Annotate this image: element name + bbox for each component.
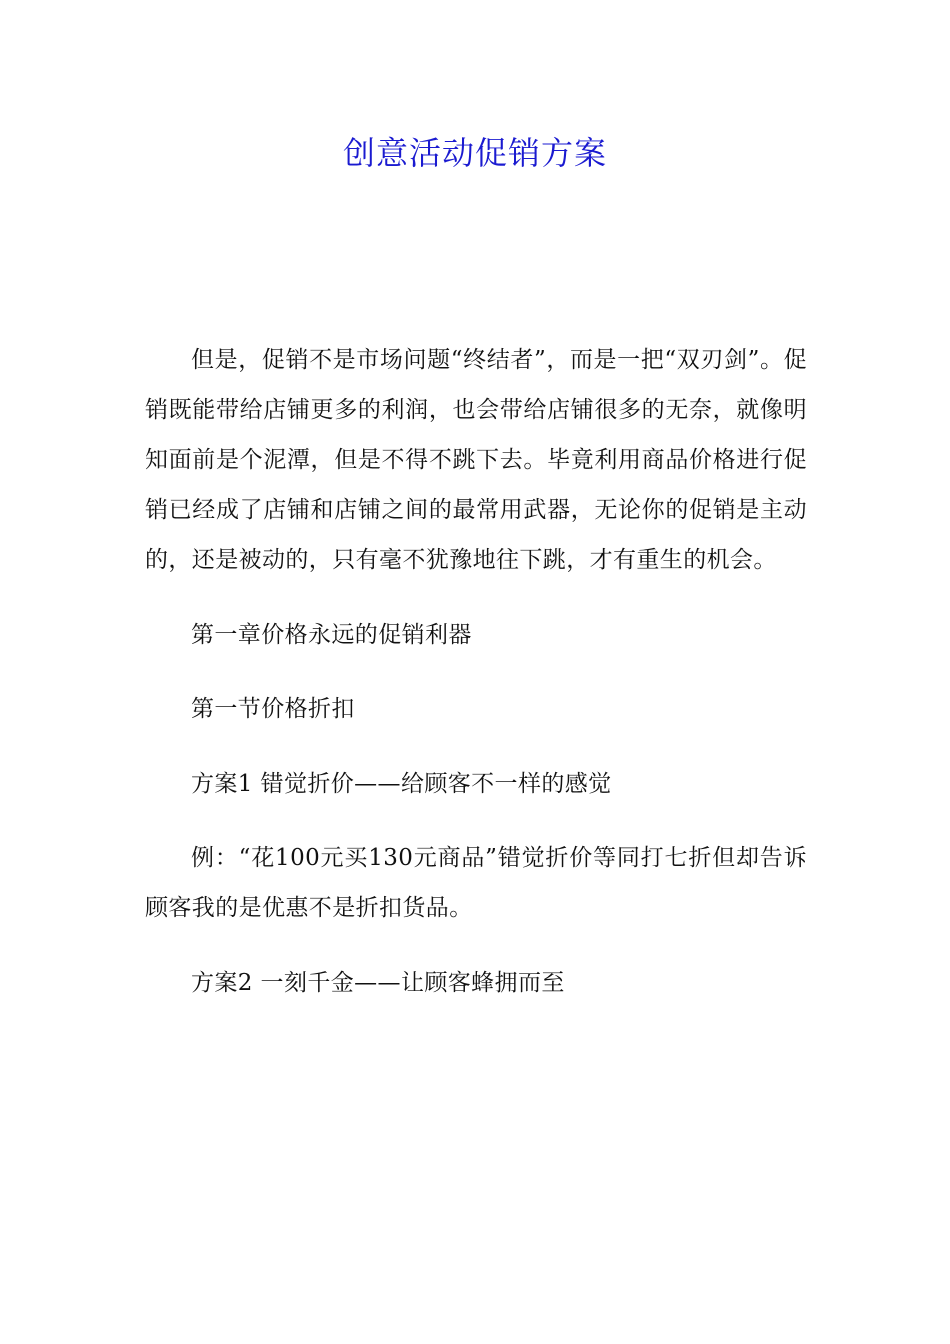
document-title: 创意活动促销方案 (342, 134, 607, 172)
section-heading: 第一节价格折扣 (191, 696, 355, 722)
intro-paragraph: 但是，促销不是市场问题“终结者”，而是一把“双刃剑”。促销既能带给店铺更多的利润，也会带给店铺很多的无奈，就像明知面前是个泥潭，但是不得不跳下去。毕竟利用商品价格进行促销已经成了店铺和店铺之间的最常用武器，无论你的促销是主动的，还是被动的，只有毫不犹豫地往下跳，才有重生的机会。 (145, 347, 807, 573)
plan-2-heading: 方案2 一刻千金——让顾客蜂拥而至 (191, 969, 565, 996)
plan-1-example: 例：“花100元买130元商品”错觉折价等同打七折但却告诉顾客我的是优惠不是折扣货品。 (145, 845, 807, 921)
document-body (145, 335, 807, 1032)
plan-1-heading: 方案1 错觉折价——给顾客不一样的感觉 (191, 770, 612, 797)
chapter-heading: 第一章价格永远的促销利器 (191, 621, 472, 648)
